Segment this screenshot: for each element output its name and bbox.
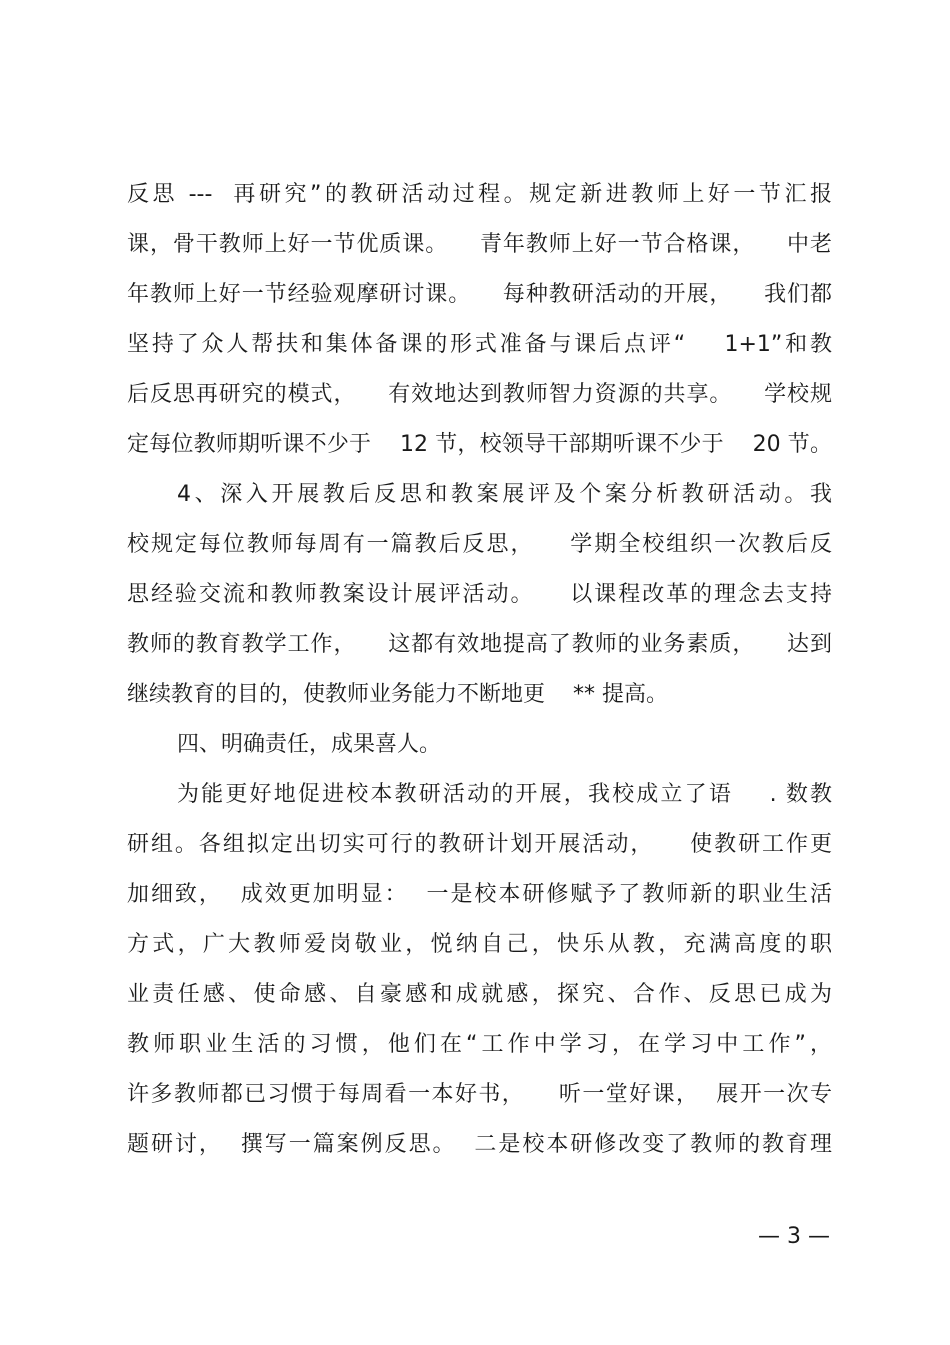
paragraph-line: 思经验交流和教师教案设计展评活动。 以课程改革的理念去支持 bbox=[127, 582, 832, 607]
paragraph-line: 业责任感、使命感、自豪感和成就感，探究、合作、反思已成为 bbox=[127, 982, 832, 1007]
paragraph-line: 定每位教师期听课不少于 12 节，校领导干部期听课不少于 20 节。 bbox=[127, 432, 832, 457]
page-number: — 3 — bbox=[758, 1224, 830, 1249]
paragraph-line: 4、深入开展教后反思和教案展评及个案分析教研活动。我 bbox=[177, 482, 832, 507]
paragraph-line: 课，骨干教师上好一节优质课。 青年教师上好一节合格课， 中老 bbox=[127, 232, 832, 257]
paragraph-line: 方式，广大教师爱岗敬业，悦纳自己，快乐从教，充满高度的职 bbox=[127, 932, 832, 957]
paragraph-line: 校规定每位教师每周有一篇教后反思， 学期全校组织一次教后反 bbox=[127, 532, 832, 557]
paragraph-line: 年教师上好一节经验观摩研讨课。 每种教研活动的开展， 我们都 bbox=[127, 282, 832, 307]
paragraph-line: 研组。各组拟定出切实可行的教研计划开展活动， 使教研工作更 bbox=[127, 832, 832, 857]
paragraph-line: 加细致， 成效更加明显： 一是校本研修赋予了教师新的职业生活 bbox=[127, 882, 832, 907]
paragraph-line: 许多教师都已习惯于每周看一本好书， 听一堂好课， 展开一次专 bbox=[127, 1082, 832, 1107]
paragraph-line: 后反思再研究的模式， 有效地达到教师智力资源的共享。 学校规 bbox=[127, 382, 832, 407]
paragraph-line: 教师的教育教学工作， 这都有效地提高了教师的业务素质， 达到 bbox=[127, 632, 832, 657]
paragraph-line: 继续教育的目的，使教师业务能力不断地更 ** 提高。 bbox=[127, 682, 668, 707]
section-heading: 四、明确责任，成果喜人。 bbox=[177, 732, 442, 757]
paragraph-line: 为能更好地促进校本教研活动的开展，我校成立了语 . 数教 bbox=[177, 782, 832, 807]
paragraph-line: 反思 --- 再研究”的教研活动过程。规定新进教师上好一节汇报 bbox=[127, 182, 832, 207]
paragraph-line: 教师职业生活的习惯，他们在“工作中学习，在学习中工作”， bbox=[127, 1032, 833, 1057]
paragraph-line: 题研讨， 撰写一篇案例反思。 二是校本研修改变了教师的教育理 bbox=[127, 1132, 832, 1157]
paragraph-line: 坚持了众人帮扶和集体备课的形式准备与课后点评“ 1+1”和教 bbox=[127, 332, 832, 357]
